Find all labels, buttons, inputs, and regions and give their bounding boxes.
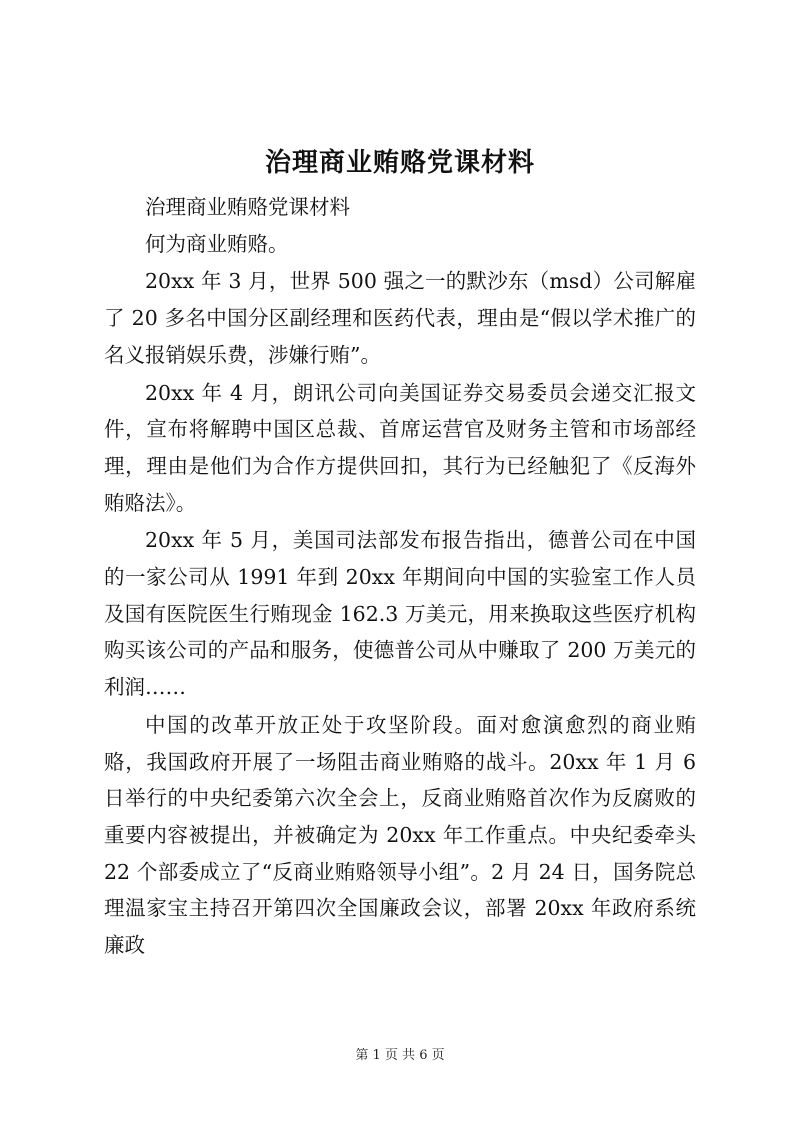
paragraph-dpc: 20xx 年 5 月，美国司法部发布报告指出，德普公司在中国的一家公司从 1991 年到 20xx 年期间向中国的实验室工作人员及国有医院医生行贿现金 162.3 万美元，用来换取这些医疗机构购买该公司的产品和服务，使德普公司从中赚取了 200 万美元的利润…… <box>104 528 696 700</box>
paragraph-china-reform: 中国的改革开放正处于攻坚阶段。面对愈演愈烈的商业贿赂，我国政府开展了一场阻击商业贿赂的战斗。20xx 年 1 月 6 日举行的中央纪委第六次全会上，反商业贿赂首次作为反腐败的重要内容被提出，并被确定为 20xx 年工作重点。中央纪委牵头 22 个部委成立了“反商业贿赂领导小组”。2 月 24 日，国务院总理温家宝主持召开第四次全国廉政会议，部署 20xx 年政府系统廉政 <box>104 712 696 958</box>
page-footer: 第 1 页 共 6 页 <box>355 1048 445 1063</box>
paragraph-subtitle: 治理商业贿赂党课材料 <box>145 195 350 219</box>
document-body <box>104 189 696 964</box>
paragraph-msd: 20xx 年 3 月，世界 500 强之一的默沙东（msd）公司解雇了 20 多名中国分区副经理和医药代表，理由是“假以学术推广的名义报销娱乐费，涉嫌行贿”。 <box>104 269 696 367</box>
paragraph-lucent: 20xx 年 4 月，朗讯公司向美国证券交易委员会递交汇报文件，宣布将解聘中国区总裁、首席运营官及财务主管和市场部经理，理由是他们为合作方提供回扣，其行为已经触犯了《反海外贿赂法》。 <box>104 380 696 515</box>
paragraph-question: 何为商业贿赂。 <box>145 231 289 256</box>
document-title: 治理商业贿赂党课材料 <box>264 148 535 178</box>
